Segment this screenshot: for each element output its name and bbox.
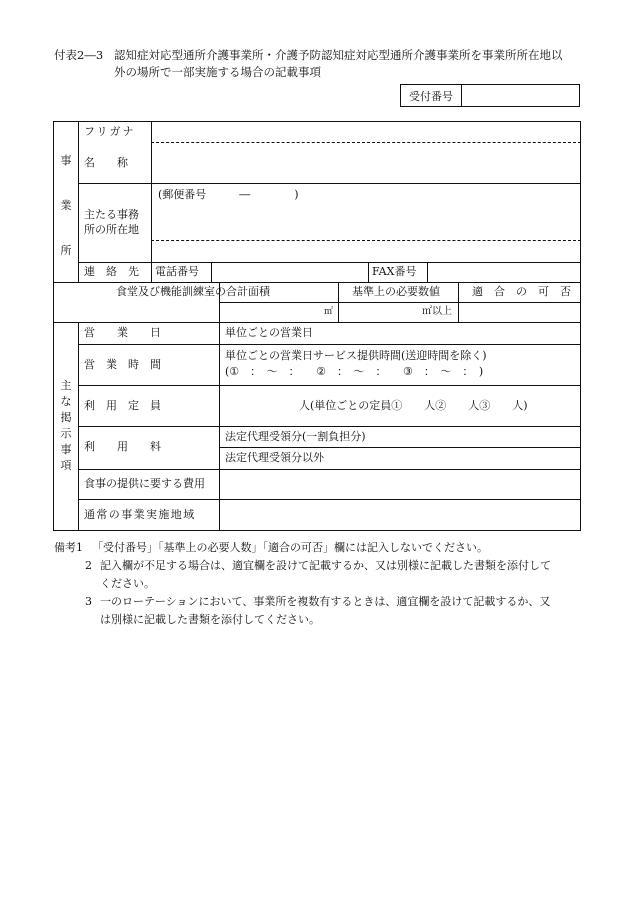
office-label-line2: 所の所在地 — [84, 223, 139, 236]
business-side-label-2: 業 — [60, 199, 72, 212]
furigana-label: フリガナ — [84, 125, 136, 138]
contact-label: 連 絡 先 — [84, 265, 139, 278]
divider — [78, 322, 79, 531]
postal-code-field[interactable]: (郵便番号 ― ) — [158, 188, 299, 201]
capacity-label: 利 用 定 員 — [84, 399, 161, 412]
divider — [54, 322, 581, 323]
area-required-unit: ㎡以上 — [422, 306, 452, 317]
form-title — [54, 47, 563, 81]
note-3: 3 一のローテーションにおいて、事業所を複数有するときは、適宜欄を設けて記載するか、又 — [85, 595, 551, 608]
divider — [219, 447, 581, 448]
receipt-number-label: 受付番号 — [401, 85, 462, 106]
divider — [219, 282, 220, 531]
required-value-label: 基準上の必要数値 — [352, 285, 440, 298]
business-side-label: 事 — [60, 154, 72, 167]
suitability-label: 適 合 の 可 否 — [472, 285, 571, 298]
area-unit: ㎡ — [324, 307, 334, 317]
divider — [151, 142, 581, 143]
divider — [458, 282, 459, 322]
business-side-label-3: 所 — [60, 244, 72, 257]
main-items-side-label: 主 な 掲 示 事 項 — [60, 379, 72, 472]
divider — [151, 240, 581, 241]
note-2: 2 記入欄が不足する場合は、適宜欄を設けて記載するか、又は別様に記載した書類を添付して — [85, 559, 551, 572]
divider — [78, 426, 581, 427]
note-1: 備考1 「受付番号」「基準上の必要人数」「適合の可否」欄には記入しないでください。 — [54, 541, 488, 554]
business-hours-label: 営 業 時 間 — [84, 358, 161, 371]
phone-label: 電話番号 — [155, 265, 199, 278]
receipt-number-box — [400, 84, 580, 107]
divider — [78, 344, 581, 345]
divider — [54, 282, 581, 283]
divider — [151, 122, 152, 282]
note-3-cont: は別様に記載した書類を添付してください。 — [100, 613, 320, 626]
divider — [427, 262, 428, 282]
divider — [78, 499, 581, 500]
divider — [78, 469, 581, 470]
form-number: 付表2―3 — [54, 48, 104, 62]
receipt-number-field[interactable] — [462, 85, 579, 106]
area-label: 食堂及び機能訓練室の合計面積 — [116, 285, 270, 298]
divider — [338, 282, 339, 322]
form-table — [53, 121, 581, 531]
service-region-label: 通常の事業実施地域 — [84, 508, 196, 521]
capacity-value: 人(単位ごとの定員① 人② 人③ 人) — [299, 399, 528, 412]
divider — [78, 262, 581, 263]
fax-label: FAX番号 — [372, 265, 417, 278]
business-hours-line1: 単位ごとの営業日サービス提供時間(送迎時間を除く) — [225, 349, 487, 362]
office-label-line1: 主たる事務 — [84, 208, 139, 221]
note-2-cont: ください。 — [100, 577, 155, 590]
notes — [54, 539, 551, 629]
business-day-label: 営 業 日 — [84, 326, 161, 339]
fee-line2: 法定代理受領分以外 — [225, 451, 324, 464]
title-line-1: 認知症対応型通所介護事業所・介護予防認知症対応型通所介護事業所を事業所所在地以 — [114, 48, 563, 62]
divider — [368, 262, 369, 282]
fee-label: 利 用 料 — [84, 440, 161, 453]
divider — [219, 302, 581, 303]
name-label: 名 称 — [84, 156, 128, 169]
fee-line1: 法定代理受領分(一割負担分) — [225, 430, 366, 443]
divider — [78, 385, 581, 386]
business-hours-line2: (① ： ～ ： ② ： ～ ： ③ ： ～ ： ) — [225, 365, 484, 378]
divider — [211, 262, 212, 282]
divider — [78, 122, 79, 282]
business-day-value: 単位ごとの営業日 — [225, 326, 313, 339]
divider — [78, 183, 581, 184]
title-line-2: 外の場所で一部実施する場合の記載事項 — [114, 65, 321, 79]
meal-cost-label: 食事の提供に要する費用 — [84, 477, 205, 490]
